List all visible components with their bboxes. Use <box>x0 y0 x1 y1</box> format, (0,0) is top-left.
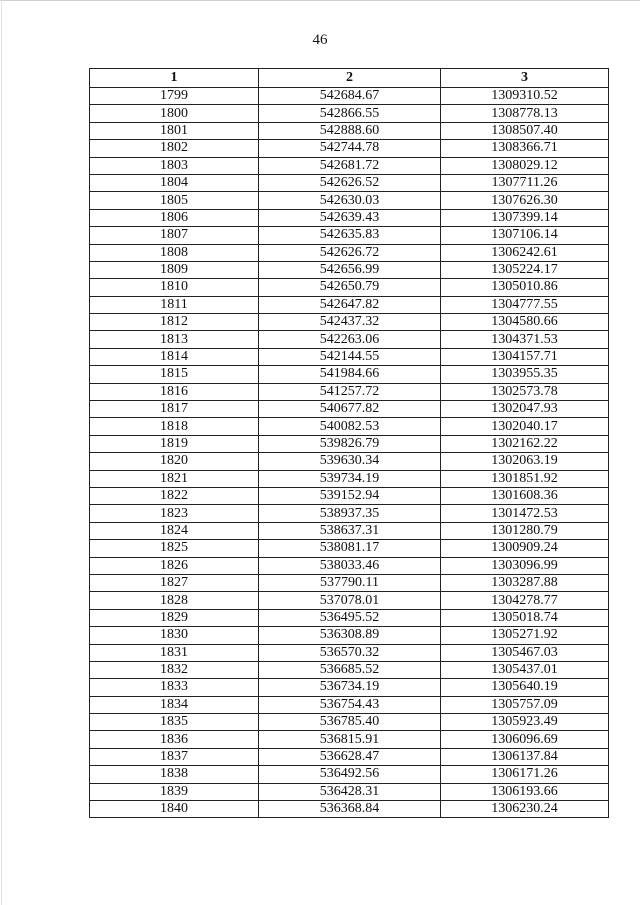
x-coordinate-cell: 536308.89 <box>259 627 441 644</box>
y-coordinate-cell: 1305010.86 <box>441 279 609 296</box>
y-coordinate-cell: 1306171.26 <box>441 766 609 783</box>
x-coordinate-cell: 538937.35 <box>259 505 441 522</box>
point-number-cell: 1804 <box>90 174 259 191</box>
table-row <box>90 470 609 487</box>
table-row <box>90 105 609 122</box>
point-number-cell: 1825 <box>90 540 259 557</box>
y-coordinate-cell: 1304278.77 <box>441 592 609 609</box>
point-number-cell: 1810 <box>90 279 259 296</box>
x-coordinate-cell: 540082.53 <box>259 418 441 435</box>
point-number-cell: 1819 <box>90 435 259 452</box>
table-body <box>90 88 609 818</box>
point-number-cell: 1818 <box>90 418 259 435</box>
point-number-cell: 1802 <box>90 140 259 157</box>
y-coordinate-cell: 1308507.40 <box>441 122 609 139</box>
y-coordinate-cell: 1304157.71 <box>441 348 609 365</box>
point-number-cell: 1812 <box>90 314 259 331</box>
y-coordinate-cell: 1301472.53 <box>441 505 609 522</box>
point-number-cell: 1807 <box>90 227 259 244</box>
point-number-cell: 1813 <box>90 331 259 348</box>
table-row <box>90 88 609 105</box>
table-row <box>90 505 609 522</box>
point-number-cell: 1840 <box>90 801 259 818</box>
y-coordinate-cell: 1307626.30 <box>441 192 609 209</box>
x-coordinate-cell: 539630.34 <box>259 453 441 470</box>
scan-edge-left <box>1 0 2 905</box>
table-row <box>90 592 609 609</box>
table-row <box>90 383 609 400</box>
x-coordinate-cell: 541257.72 <box>259 383 441 400</box>
y-coordinate-cell: 1306096.69 <box>441 731 609 748</box>
table-row <box>90 418 609 435</box>
y-coordinate-cell: 1309310.52 <box>441 88 609 105</box>
x-coordinate-cell: 537078.01 <box>259 592 441 609</box>
y-coordinate-cell: 1306193.66 <box>441 783 609 800</box>
column-header-3: 3 <box>441 69 609 88</box>
x-coordinate-cell: 542639.43 <box>259 209 441 226</box>
x-coordinate-cell: 542437.32 <box>259 314 441 331</box>
table-row <box>90 435 609 452</box>
x-coordinate-cell: 536815.91 <box>259 731 441 748</box>
y-coordinate-cell: 1305923.49 <box>441 714 609 731</box>
x-coordinate-cell: 536368.84 <box>259 801 441 818</box>
x-coordinate-cell: 542866.55 <box>259 105 441 122</box>
point-number-cell: 1815 <box>90 366 259 383</box>
table-row <box>90 157 609 174</box>
point-number-cell: 1800 <box>90 105 259 122</box>
point-number-cell: 1811 <box>90 296 259 313</box>
x-coordinate-cell: 536570.32 <box>259 644 441 661</box>
page-number: 46 <box>312 32 328 48</box>
point-number-cell: 1828 <box>90 592 259 609</box>
x-coordinate-cell: 536492.56 <box>259 766 441 783</box>
y-coordinate-cell: 1302162.22 <box>441 435 609 452</box>
y-coordinate-cell: 1305640.19 <box>441 679 609 696</box>
x-coordinate-cell: 542888.60 <box>259 122 441 139</box>
y-coordinate-cell: 1304777.55 <box>441 296 609 313</box>
x-coordinate-cell: 542650.79 <box>259 279 441 296</box>
y-coordinate-cell: 1305018.74 <box>441 609 609 626</box>
scan-edge-top <box>0 0 640 1</box>
table-row <box>90 209 609 226</box>
point-number-cell: 1806 <box>90 209 259 226</box>
column-header-1: 1 <box>90 69 259 88</box>
point-number-cell: 1829 <box>90 609 259 626</box>
point-number-cell: 1837 <box>90 748 259 765</box>
point-number-cell: 1826 <box>90 557 259 574</box>
x-coordinate-cell: 542647.82 <box>259 296 441 313</box>
point-number-cell: 1809 <box>90 261 259 278</box>
point-number-cell: 1801 <box>90 122 259 139</box>
point-number-cell: 1821 <box>90 470 259 487</box>
x-coordinate-cell: 536685.52 <box>259 661 441 678</box>
y-coordinate-cell: 1305224.17 <box>441 261 609 278</box>
x-coordinate-cell: 538637.31 <box>259 522 441 539</box>
y-coordinate-cell: 1307106.14 <box>441 227 609 244</box>
x-coordinate-cell: 539152.94 <box>259 487 441 504</box>
y-coordinate-cell: 1307399.14 <box>441 209 609 226</box>
x-coordinate-cell: 536734.19 <box>259 679 441 696</box>
table-row <box>90 783 609 800</box>
y-coordinate-cell: 1302040.17 <box>441 418 609 435</box>
x-coordinate-cell: 536495.52 <box>259 609 441 626</box>
table-row <box>90 696 609 713</box>
point-number-cell: 1822 <box>90 487 259 504</box>
table-row <box>90 540 609 557</box>
table-row <box>90 522 609 539</box>
x-coordinate-cell: 536754.43 <box>259 696 441 713</box>
table-row <box>90 296 609 313</box>
x-coordinate-cell: 536628.47 <box>259 748 441 765</box>
y-coordinate-cell: 1304371.53 <box>441 331 609 348</box>
y-coordinate-cell: 1302063.19 <box>441 453 609 470</box>
y-coordinate-cell: 1300909.24 <box>441 540 609 557</box>
y-coordinate-cell: 1303096.99 <box>441 557 609 574</box>
table-row <box>90 801 609 818</box>
point-number-cell: 1839 <box>90 783 259 800</box>
x-coordinate-cell: 542684.67 <box>259 88 441 105</box>
x-coordinate-cell: 539826.79 <box>259 435 441 452</box>
table-row <box>90 453 609 470</box>
x-coordinate-cell: 542630.03 <box>259 192 441 209</box>
x-coordinate-cell: 537790.11 <box>259 574 441 591</box>
y-coordinate-cell: 1308029.12 <box>441 157 609 174</box>
y-coordinate-cell: 1301608.36 <box>441 487 609 504</box>
table-row <box>90 192 609 209</box>
y-coordinate-cell: 1307711.26 <box>441 174 609 191</box>
x-coordinate-cell: 540677.82 <box>259 401 441 418</box>
point-number-cell: 1831 <box>90 644 259 661</box>
column-header-2: 2 <box>259 69 441 88</box>
x-coordinate-cell: 542681.72 <box>259 157 441 174</box>
point-number-cell: 1833 <box>90 679 259 696</box>
table-header-row <box>90 69 609 88</box>
point-number-cell: 1805 <box>90 192 259 209</box>
y-coordinate-cell: 1308366.71 <box>441 140 609 157</box>
table-row <box>90 609 609 626</box>
table-row <box>90 714 609 731</box>
table-row <box>90 627 609 644</box>
x-coordinate-cell: 536428.31 <box>259 783 441 800</box>
y-coordinate-cell: 1306230.24 <box>441 801 609 818</box>
table-row <box>90 279 609 296</box>
point-number-cell: 1816 <box>90 383 259 400</box>
table-row <box>90 244 609 261</box>
table-row <box>90 122 609 139</box>
x-coordinate-cell: 538081.17 <box>259 540 441 557</box>
y-coordinate-cell: 1305271.92 <box>441 627 609 644</box>
x-coordinate-cell: 536785.40 <box>259 714 441 731</box>
y-coordinate-cell: 1302047.93 <box>441 401 609 418</box>
point-number-cell: 1808 <box>90 244 259 261</box>
y-coordinate-cell: 1301851.92 <box>441 470 609 487</box>
table-row <box>90 487 609 504</box>
table-row <box>90 661 609 678</box>
point-number-cell: 1836 <box>90 731 259 748</box>
y-coordinate-cell: 1305437.01 <box>441 661 609 678</box>
point-number-cell: 1820 <box>90 453 259 470</box>
y-coordinate-cell: 1301280.79 <box>441 522 609 539</box>
point-number-cell: 1827 <box>90 574 259 591</box>
point-number-cell: 1824 <box>90 522 259 539</box>
y-coordinate-cell: 1306137.84 <box>441 748 609 765</box>
y-coordinate-cell: 1302573.78 <box>441 383 609 400</box>
table-row <box>90 574 609 591</box>
table-row <box>90 348 609 365</box>
y-coordinate-cell: 1308778.13 <box>441 105 609 122</box>
table-row <box>90 227 609 244</box>
table-row <box>90 766 609 783</box>
table-row <box>90 331 609 348</box>
y-coordinate-cell: 1303955.35 <box>441 366 609 383</box>
x-coordinate-cell: 541984.66 <box>259 366 441 383</box>
x-coordinate-cell: 542263.06 <box>259 331 441 348</box>
table-row <box>90 140 609 157</box>
point-number-cell: 1834 <box>90 696 259 713</box>
point-number-cell: 1814 <box>90 348 259 365</box>
point-number-cell: 1823 <box>90 505 259 522</box>
point-number-cell: 1832 <box>90 661 259 678</box>
y-coordinate-cell: 1305757.09 <box>441 696 609 713</box>
table-row <box>90 401 609 418</box>
x-coordinate-cell: 542626.52 <box>259 174 441 191</box>
point-number-cell: 1838 <box>90 766 259 783</box>
table-row <box>90 174 609 191</box>
y-coordinate-cell: 1306242.61 <box>441 244 609 261</box>
point-number-cell: 1799 <box>90 88 259 105</box>
table-row <box>90 261 609 278</box>
x-coordinate-cell: 542626.72 <box>259 244 441 261</box>
coordinates-table <box>89 68 609 818</box>
x-coordinate-cell: 539734.19 <box>259 470 441 487</box>
x-coordinate-cell: 542635.83 <box>259 227 441 244</box>
x-coordinate-cell: 542144.55 <box>259 348 441 365</box>
table-row <box>90 557 609 574</box>
table-row <box>90 314 609 331</box>
point-number-cell: 1835 <box>90 714 259 731</box>
y-coordinate-cell: 1305467.03 <box>441 644 609 661</box>
table-row <box>90 731 609 748</box>
y-coordinate-cell: 1304580.66 <box>441 314 609 331</box>
table-row <box>90 679 609 696</box>
table-row <box>90 748 609 765</box>
x-coordinate-cell: 542744.78 <box>259 140 441 157</box>
y-coordinate-cell: 1303287.88 <box>441 574 609 591</box>
table-row <box>90 644 609 661</box>
point-number-cell: 1817 <box>90 401 259 418</box>
table-row <box>90 366 609 383</box>
point-number-cell: 1803 <box>90 157 259 174</box>
point-number-cell: 1830 <box>90 627 259 644</box>
x-coordinate-cell: 538033.46 <box>259 557 441 574</box>
x-coordinate-cell: 542656.99 <box>259 261 441 278</box>
